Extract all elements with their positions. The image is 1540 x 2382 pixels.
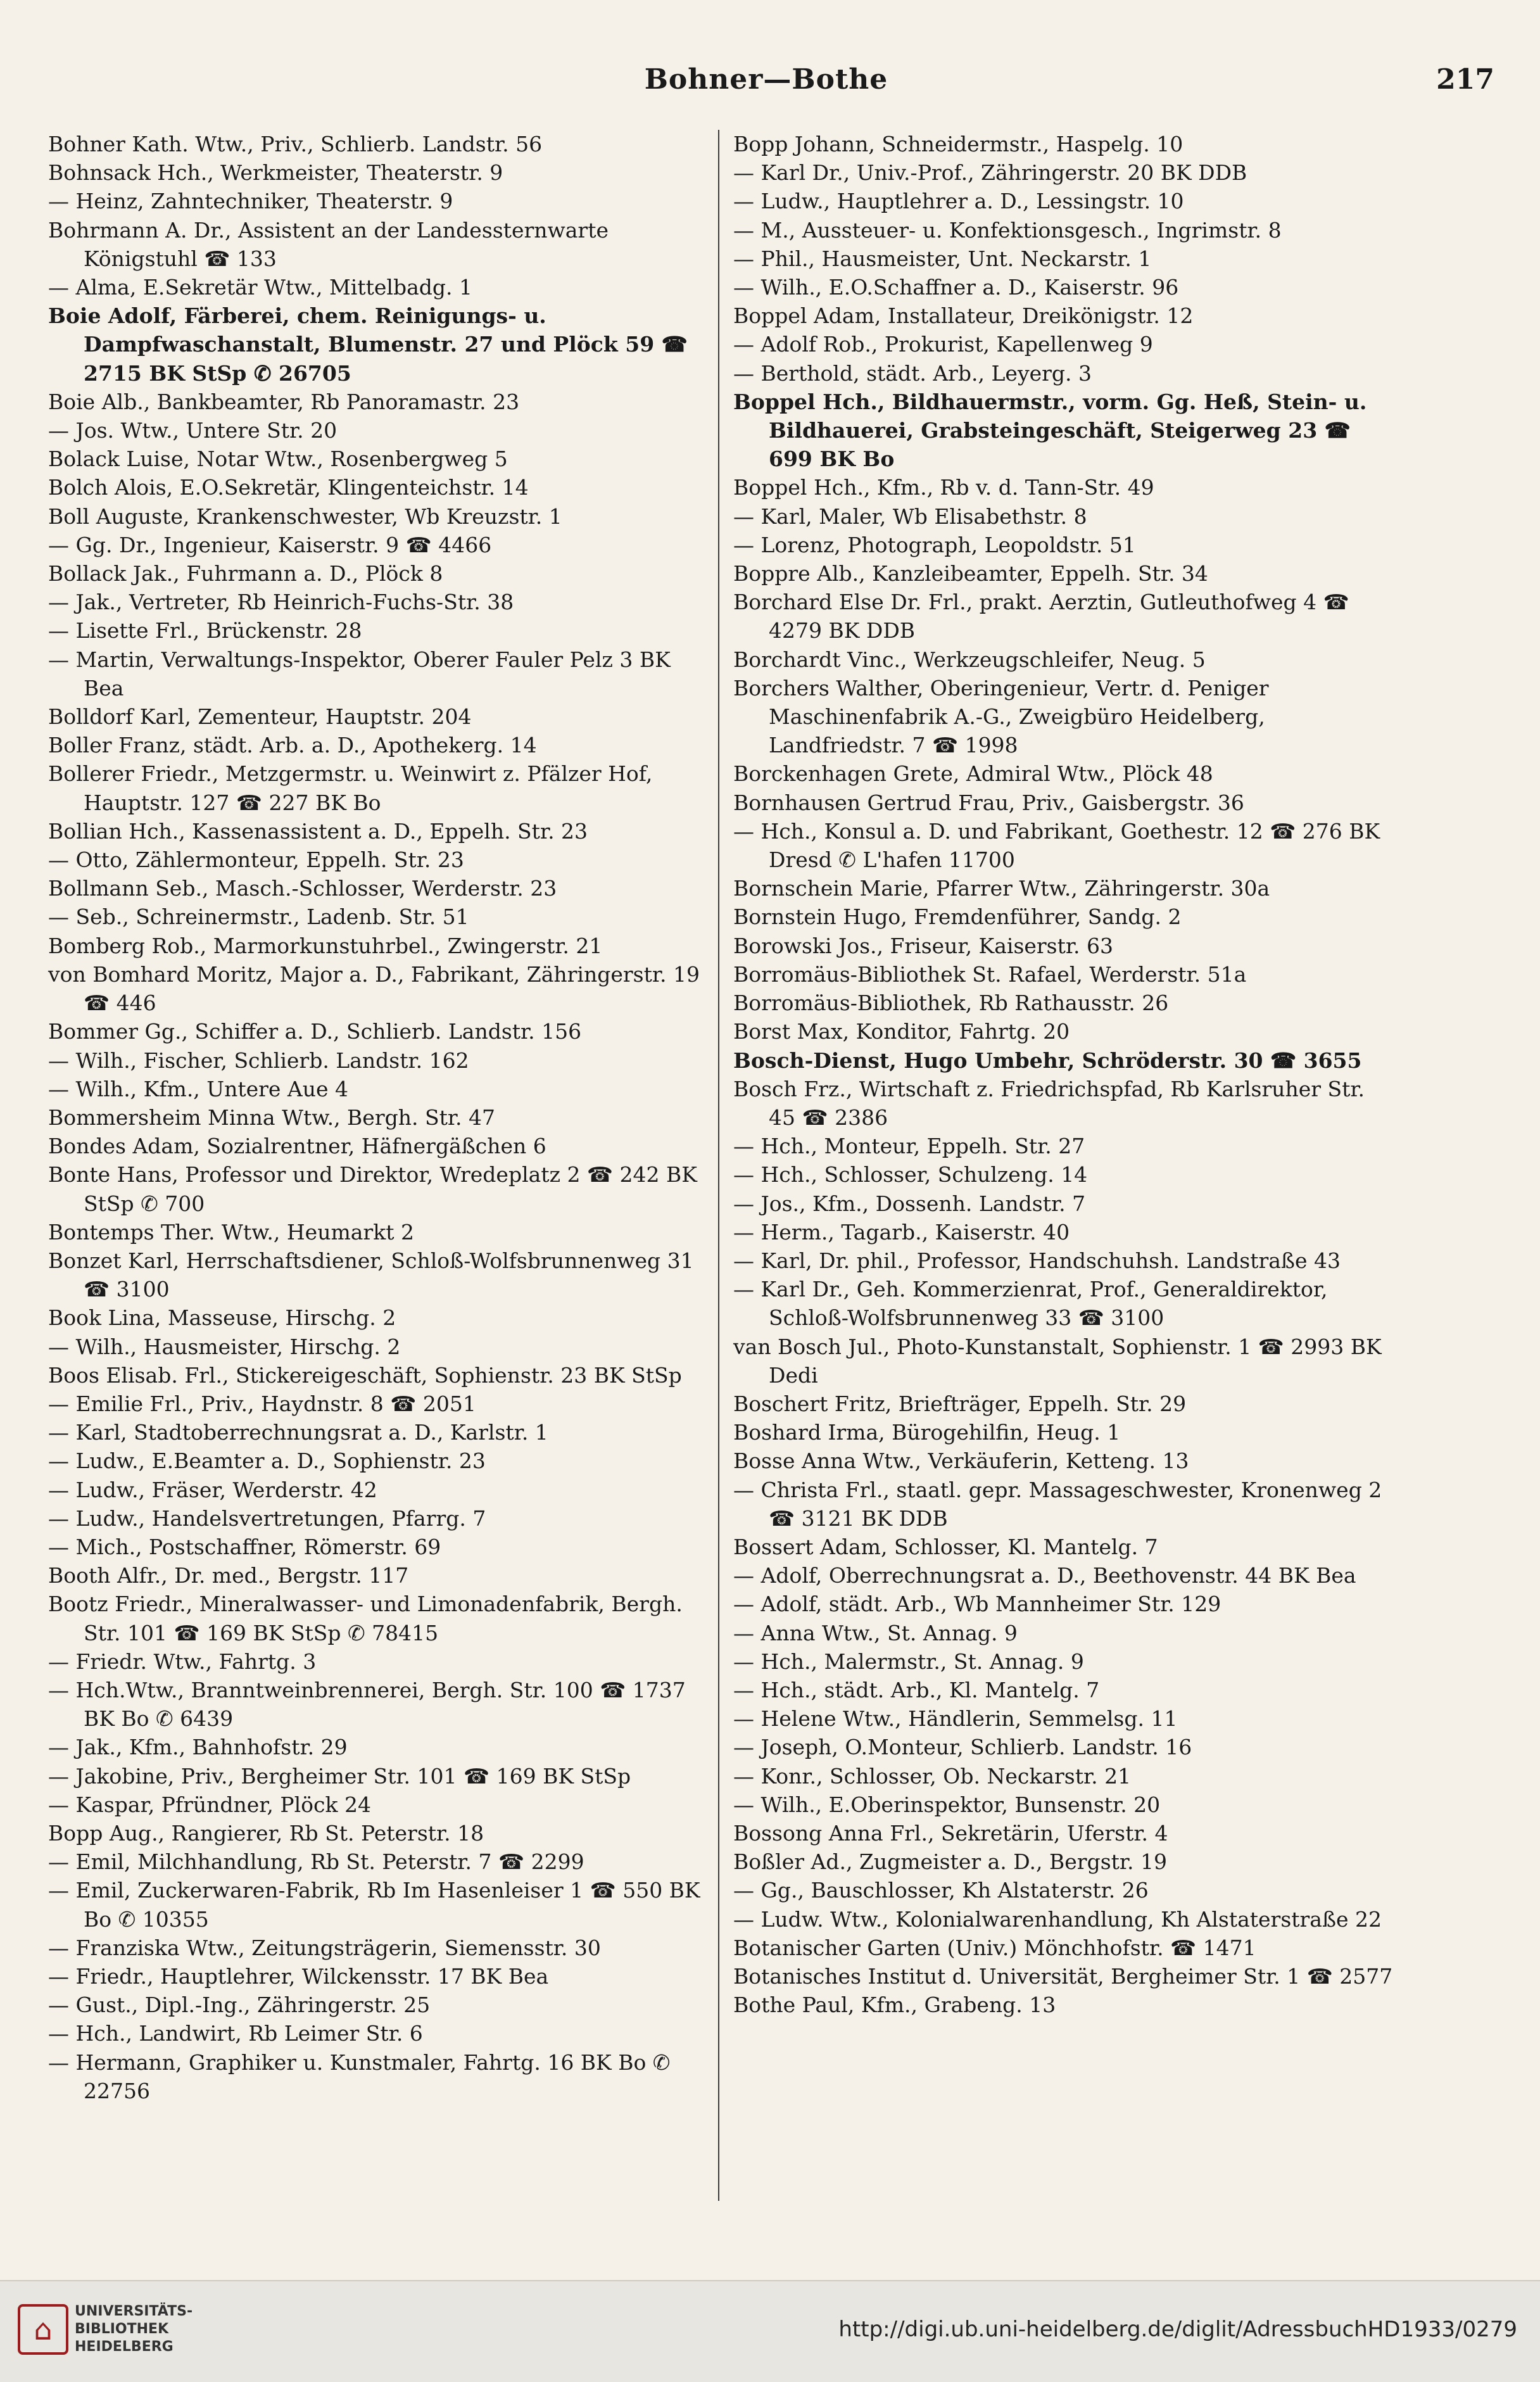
directory-entry: — Karl, Maler, Wb Elisabethstr. 8 [733, 504, 1087, 529]
directory-entry: — Konr., Schlosser, Ob. Neckarstr. 21 [733, 1763, 1132, 1789]
directory-entry: Bosse Anna Wtw., Verkäuferin, Ketteng. 13 [733, 1448, 1189, 1474]
directory-entry: Bosch Frz., Wirtschaft z. Friedrichspfad, Rb Karlsruher Str. 45 ☎ 2386 [733, 1076, 1365, 1130]
directory-entry: — Berthold, städt. Arb., Leyerg. 3 [733, 360, 1092, 386]
directory-entry: — Martin, Verwaltungs-Inspektor, Oberer Fauler Pelz 3 BK Bea [48, 647, 671, 700]
directory-entry: — Herm., Tagarb., Kaiserstr. 40 [733, 1219, 1070, 1245]
directory-entry: — Emilie Frl., Priv., Haydnstr. 8 ☎ 2051 [48, 1391, 476, 1416]
directory-entry: — Anna Wtw., St. Annag. 9 [733, 1620, 1018, 1645]
directory-entry: — Hch., Schlosser, Schulzeng. 14 [733, 1162, 1088, 1188]
directory-entry: Bollerer Friedr., Metzgermstr. u. Weinwirt z. Pfälzer Hof, Hauptstr. 127 ☎ 227 BK Bo [48, 761, 653, 815]
directory-entry: van Bosch Jul., Photo-Kunstanstalt, Sophienstr. 1 ☎ 2993 BK Dedi [733, 1334, 1382, 1388]
directory-entry: — Wilh., E.O.Schaffner a. D., Kaiserstr. 96 [733, 275, 1179, 300]
directory-entry: von Bomhard Moritz, Major a. D., Fabrikant, Zähringerstr. 19 ☎ 446 [48, 961, 700, 1016]
directory-entry: — Adolf, städt. Arb., Wb Mannheimer Str. 129 [733, 1592, 1221, 1617]
directory-entry: — Karl, Stadtoberrechnungsrat a. D., Karlstr. 1 [48, 1420, 548, 1445]
directory-entry: Borromäus-Bibliothek St. Rafael, Werderstr. 51a [733, 961, 1247, 987]
directory-entry: Book Lina, Masseuse, Hirschg. 2 [48, 1305, 396, 1331]
library-logo-text: UNIVERSITÄTS- BIBLIOTHEK HEIDELBERG [75, 2303, 193, 2355]
directory-entry: Bommersheim Minna Wtw., Bergh. Str. 47 [48, 1105, 495, 1130]
directory-entry: — Hch., Monteur, Eppelh. Str. 27 [733, 1134, 1085, 1159]
directory-entry: Bopp Aug., Rangierer, Rb St. Peterstr. 18 [48, 1820, 484, 1846]
directory-entry: Boppel Hch., Bildhauermstr., vorm. Gg. Heß, Stein- u. Bildhauerei, Grabsteingeschäft, Steigerweg 23 ☎ 699 BK Bo [733, 389, 1367, 472]
directory-entry: — Emil, Zuckerwaren-Fabrik, Rb Im Hasenleiser 1 ☎ 550 BK Bo ✆ 10355 [48, 1878, 700, 1932]
directory-entry: — Jakobine, Priv., Bergheimer Str. 101 ☎ 169 BK StSp [48, 1763, 631, 1789]
directory-entry: — Joseph, O.Monteur, Schlierb. Landstr. 16 [733, 1735, 1192, 1760]
page-title: Bohner—Bothe [644, 63, 888, 96]
directory-entry: — Jak., Kfm., Bahnhofstr. 29 [48, 1735, 348, 1760]
library-logo-icon: ⌂ [18, 2304, 68, 2355]
directory-entry: Bohnsack Hch., Werkmeister, Theaterstr. 9 [48, 160, 503, 186]
directory-entry: — Hch., Landwirt, Rb Leimer Str. 6 [48, 2021, 423, 2046]
directory-entry: — Karl Dr., Geh. Kommerzienrat, Prof., Generaldirektor, Schloß-Wolfsbrunnenweg 33 ☎ 3100 [733, 1277, 1328, 1331]
directory-entry: Boos Elisab. Frl., Stickereigeschäft, Sophienstr. 23 BK StSp [48, 1362, 682, 1388]
directory-entry: Boppel Hch., Kfm., Rb v. d. Tann-Str. 49 [733, 475, 1154, 500]
directory-entry: — Gust., Dipl.-Ing., Zähringerstr. 25 [48, 1992, 431, 2018]
directory-entry: — Franziska Wtw., Zeitungsträgerin, Siemensstr. 30 [48, 1935, 601, 1960]
directory-entry: Boshard Irma, Bürogehilfin, Heug. 1 [733, 1420, 1121, 1445]
directory-entry: — Karl Dr., Univ.-Prof., Zähringerstr. 20 BK DDB [733, 160, 1247, 186]
directory-entry: — Lorenz, Photograph, Leopoldstr. 51 [733, 532, 1136, 557]
directory-entry: — Wilh., E.Oberinspektor, Bunsenstr. 20 [733, 1792, 1161, 1817]
directory-entry: Boßler Ad., Zugmeister a. D., Bergstr. 19 [733, 1849, 1168, 1875]
directory-entry: Borromäus-Bibliothek, Rb Rathausstr. 26 [733, 991, 1169, 1016]
directory-entry: — Wilh., Kfm., Untere Aue 4 [48, 1076, 349, 1101]
directory-entry: — Seb., Schreinermstr., Ladenb. Str. 51 [48, 904, 469, 930]
directory-entry: Bollack Jak., Fuhrmann a. D., Plöck 8 [48, 561, 443, 586]
directory-entry: — Jos., Kfm., Dossenh. Landstr. 7 [733, 1191, 1086, 1216]
directory-entry: Bolch Alois, E.O.Sekretär, Klingenteichstr. 14 [48, 475, 529, 500]
directory-entry: Bornstein Hugo, Fremdenführer, Sandg. 2 [733, 904, 1182, 930]
directory-entry: Bossert Adam, Schlosser, Kl. Mantelg. 7 [733, 1534, 1158, 1559]
directory-entry: Bohrmann A. Dr., Assistent an der Landessternwarte Königstuhl ☎ 133 [48, 217, 609, 271]
directory-entry: — Ludw., Handelsvertretungen, Pfarrg. 7 [48, 1505, 486, 1531]
directory-entry: — Friedr., Hauptlehrer, Wilckensstr. 17 BK Bea [48, 1964, 549, 1989]
directory-entry: Botanisches Institut d. Universität, Bergheimer Str. 1 ☎ 2577 [733, 1964, 1393, 1989]
directory-entry: — Kaspar, Pfründner, Plöck 24 [48, 1792, 372, 1817]
directory-entry: — Ludw., E.Beamter a. D., Sophienstr. 23 [48, 1448, 486, 1474]
directory-entry: Boppre Alb., Kanzleibeamter, Eppelh. Str. 34 [733, 561, 1208, 586]
directory-entry: Boll Auguste, Krankenschwester, Wb Kreuzstr. 1 [48, 504, 562, 529]
directory-entry: — Ludw. Wtw., Kolonialwarenhandlung, Kh Alstaterstraße 22 [733, 1906, 1382, 1932]
directory-entry: Bondes Adam, Sozialrentner, Häfnergäßchen 6 [48, 1134, 546, 1159]
directory-entry: — Karl, Dr. phil., Professor, Handschuhsh. Landstraße 43 [733, 1248, 1341, 1273]
directory-entry: Bontemps Ther. Wtw., Heumarkt 2 [48, 1219, 414, 1245]
directory-entry: Borckenhagen Grete, Admiral Wtw., Plöck 48 [733, 761, 1213, 787]
directory-entry: — Emil, Milchhandlung, Rb St. Peterstr. 7 ☎ 2299 [48, 1849, 584, 1875]
directory-entry: — Hch., Malermstr., St. Annag. 9 [733, 1649, 1084, 1674]
directory-entry: — Phil., Hausmeister, Unt. Neckarstr. 1 [733, 246, 1152, 271]
directory-entry: — Alma, E.Sekretär Wtw., Mittelbadg. 1 [48, 275, 472, 300]
directory-entry: — Mich., Postschaffner, Römerstr. 69 [48, 1534, 441, 1559]
directory-entry: — Gg., Bauschlosser, Kh Alstaterstr. 26 [733, 1878, 1149, 1903]
directory-entry: — M., Aussteuer- u. Konfektionsgesch., Ingrimstr. 8 [733, 217, 1282, 243]
source-url-link[interactable]: http://digi.ub.uni-heidelberg.de/diglit/AdressbuchHD1933/0279 [838, 2317, 1517, 2342]
directory-entry: — Hch.Wtw., Branntweinbrennerei, Bergh. Str. 100 ☎ 1737 BK Bo ✆ 6439 [48, 1677, 686, 1732]
directory-entry: Bolack Luise, Notar Wtw., Rosenbergweg 5 [48, 447, 508, 472]
directory-entry: Bornschein Marie, Pfarrer Wtw., Zähringerstr. 30a [733, 876, 1270, 901]
directory-entry: — Friedr. Wtw., Fahrtg. 3 [48, 1649, 317, 1674]
footer-bar [0, 2280, 1540, 2382]
directory-entry: Booth Alfr., Dr. med., Bergstr. 117 [48, 1563, 409, 1588]
directory-entry: — Jos. Wtw., Untere Str. 20 [48, 418, 338, 443]
directory-entry: Borchardt Vinc., Werkzeugschleifer, Neug. 5 [733, 647, 1206, 672]
directory-entry: — Helene Wtw., Händlerin, Semmelsg. 11 [733, 1706, 1178, 1732]
directory-entry: Botanischer Garten (Univ.) Mönchhofstr. ☎ 1471 [733, 1935, 1256, 1960]
directory-entry: — Wilh., Hausmeister, Hirschg. 2 [48, 1334, 401, 1359]
directory-entry: Bornhausen Gertrud Frau, Priv., Gaisbergstr. 36 [733, 790, 1244, 815]
directory-entry: Boschert Fritz, Briefträger, Eppelh. Str. 29 [733, 1391, 1187, 1416]
directory-entry: — Jak., Vertreter, Rb Heinrich-Fuchs-Str. 38 [48, 590, 514, 615]
left-column [48, 130, 710, 2105]
directory-entry: — Gg. Dr., Ingenieur, Kaiserstr. 9 ☎ 4466 [48, 532, 492, 557]
directory-entry: Boie Alb., Bankbeamter, Rb Panoramastr. 23 [48, 389, 520, 414]
page-number: 217 [1436, 63, 1494, 96]
directory-entry: — Hch., Konsul a. D. und Fabrikant, Goethestr. 12 ☎ 276 BK Dresd ✆ L'hafen 11700 [733, 818, 1380, 873]
directory-entry: Bollmann Seb., Masch.-Schlosser, Werderstr. 23 [48, 876, 557, 901]
column-divider [718, 130, 719, 2201]
directory-entry: — Ludw., Fräser, Werderstr. 42 [48, 1477, 377, 1502]
directory-entry: Bosch-Dienst, Hugo Umbehr, Schröderstr. 30 ☎ 3655 [733, 1048, 1362, 1073]
directory-entry: — Adolf, Oberrechnungsrat a. D., Beethovenstr. 44 BK Bea [733, 1563, 1356, 1588]
directory-entry: Boppel Adam, Installateur, Dreikönigstr. 12 [733, 303, 1194, 329]
directory-entry: Bossong Anna Frl., Sekretärin, Uferstr. 4 [733, 1820, 1168, 1846]
directory-entry: Boie Adolf, Färberei, chem. Reinigungs- u. Dampfwaschanstalt, Blumenstr. 27 und Plöck 59 ☎ 2715 BK StSp ✆ 26705 [48, 303, 688, 386]
page-header [38, 63, 1494, 114]
directory-entry: Bomberg Rob., Marmorkunstuhrbel., Zwingerstr. 21 [48, 933, 603, 958]
directory-entry: Bollian Hch., Kassenassistent a. D., Eppelh. Str. 23 [48, 818, 588, 844]
directory-entry: Bootz Friedr., Mineralwasser- und Limonadenfabrik, Bergh. Str. 101 ☎ 169 BK StSp ✆ 78415 [48, 1592, 683, 1645]
directory-entry: — Ludw., Hauptlehrer a. D., Lessingstr. 10 [733, 189, 1184, 214]
directory-entry: — Hermann, Graphiker u. Kunstmaler, Fahrtg. 16 BK Bo ✆ 22756 [48, 2049, 671, 2103]
directory-entry: Borst Max, Konditor, Fahrtg. 20 [733, 1019, 1070, 1044]
directory-entry: Bonte Hans, Professor und Direktor, Wredeplatz 2 ☎ 242 BK StSp ✆ 700 [48, 1162, 697, 1216]
directory-entry: — Wilh., Fischer, Schlierb. Landstr. 162 [48, 1048, 469, 1073]
directory-entry: — Hch., städt. Arb., Kl. Mantelg. 7 [733, 1677, 1100, 1702]
directory-entry: Bolldorf Karl, Zementeur, Hauptstr. 204 [48, 704, 472, 730]
directory-entry: — Adolf Rob., Prokurist, Kapellenweg 9 [733, 332, 1153, 357]
directory-entry: Borchers Walther, Oberingenieur, Vertr. d. Peniger Maschinenfabrik A.-G., Zweigbüro Heidelberg, Landfriedstr. 7 ☎ 1998 [733, 675, 1269, 758]
directory-entry: Borchard Else Dr. Frl., prakt. Aerztin, Gutleuthofweg 4 ☎ 4279 BK DDB [733, 590, 1349, 643]
directory-entry: Bonzet Karl, Herrschaftsdiener, Schloß-Wolfsbrunnenweg 31 ☎ 3100 [48, 1248, 694, 1302]
directory-entry: — Otto, Zählermonteur, Eppelh. Str. 23 [48, 847, 464, 873]
directory-entry: Boller Franz, städt. Arb. a. D., Apothekerg. 14 [48, 733, 537, 758]
directory-entry: — Heinz, Zahntechniker, Theaterstr. 9 [48, 189, 453, 214]
right-column [733, 130, 1395, 2019]
directory-entry: Borowski Jos., Friseur, Kaiserstr. 63 [733, 933, 1113, 958]
directory-entry: Bohner Kath. Wtw., Priv., Schlierb. Landstr. 56 [48, 132, 543, 156]
directory-entry: Bommer Gg., Schiffer a. D., Schlierb. Landstr. 156 [48, 1019, 582, 1044]
directory-entry: Bothe Paul, Kfm., Grabeng. 13 [733, 1992, 1056, 2018]
directory-entry: Bopp Johann, Schneidermstr., Haspelg. 10 [733, 132, 1183, 156]
directory-entry: — Lisette Frl., Brückenstr. 28 [48, 618, 362, 643]
directory-entry: — Christa Frl., staatl. gepr. Massageschwester, Kronenweg 2 ☎ 3121 BK DDB [733, 1477, 1382, 1531]
